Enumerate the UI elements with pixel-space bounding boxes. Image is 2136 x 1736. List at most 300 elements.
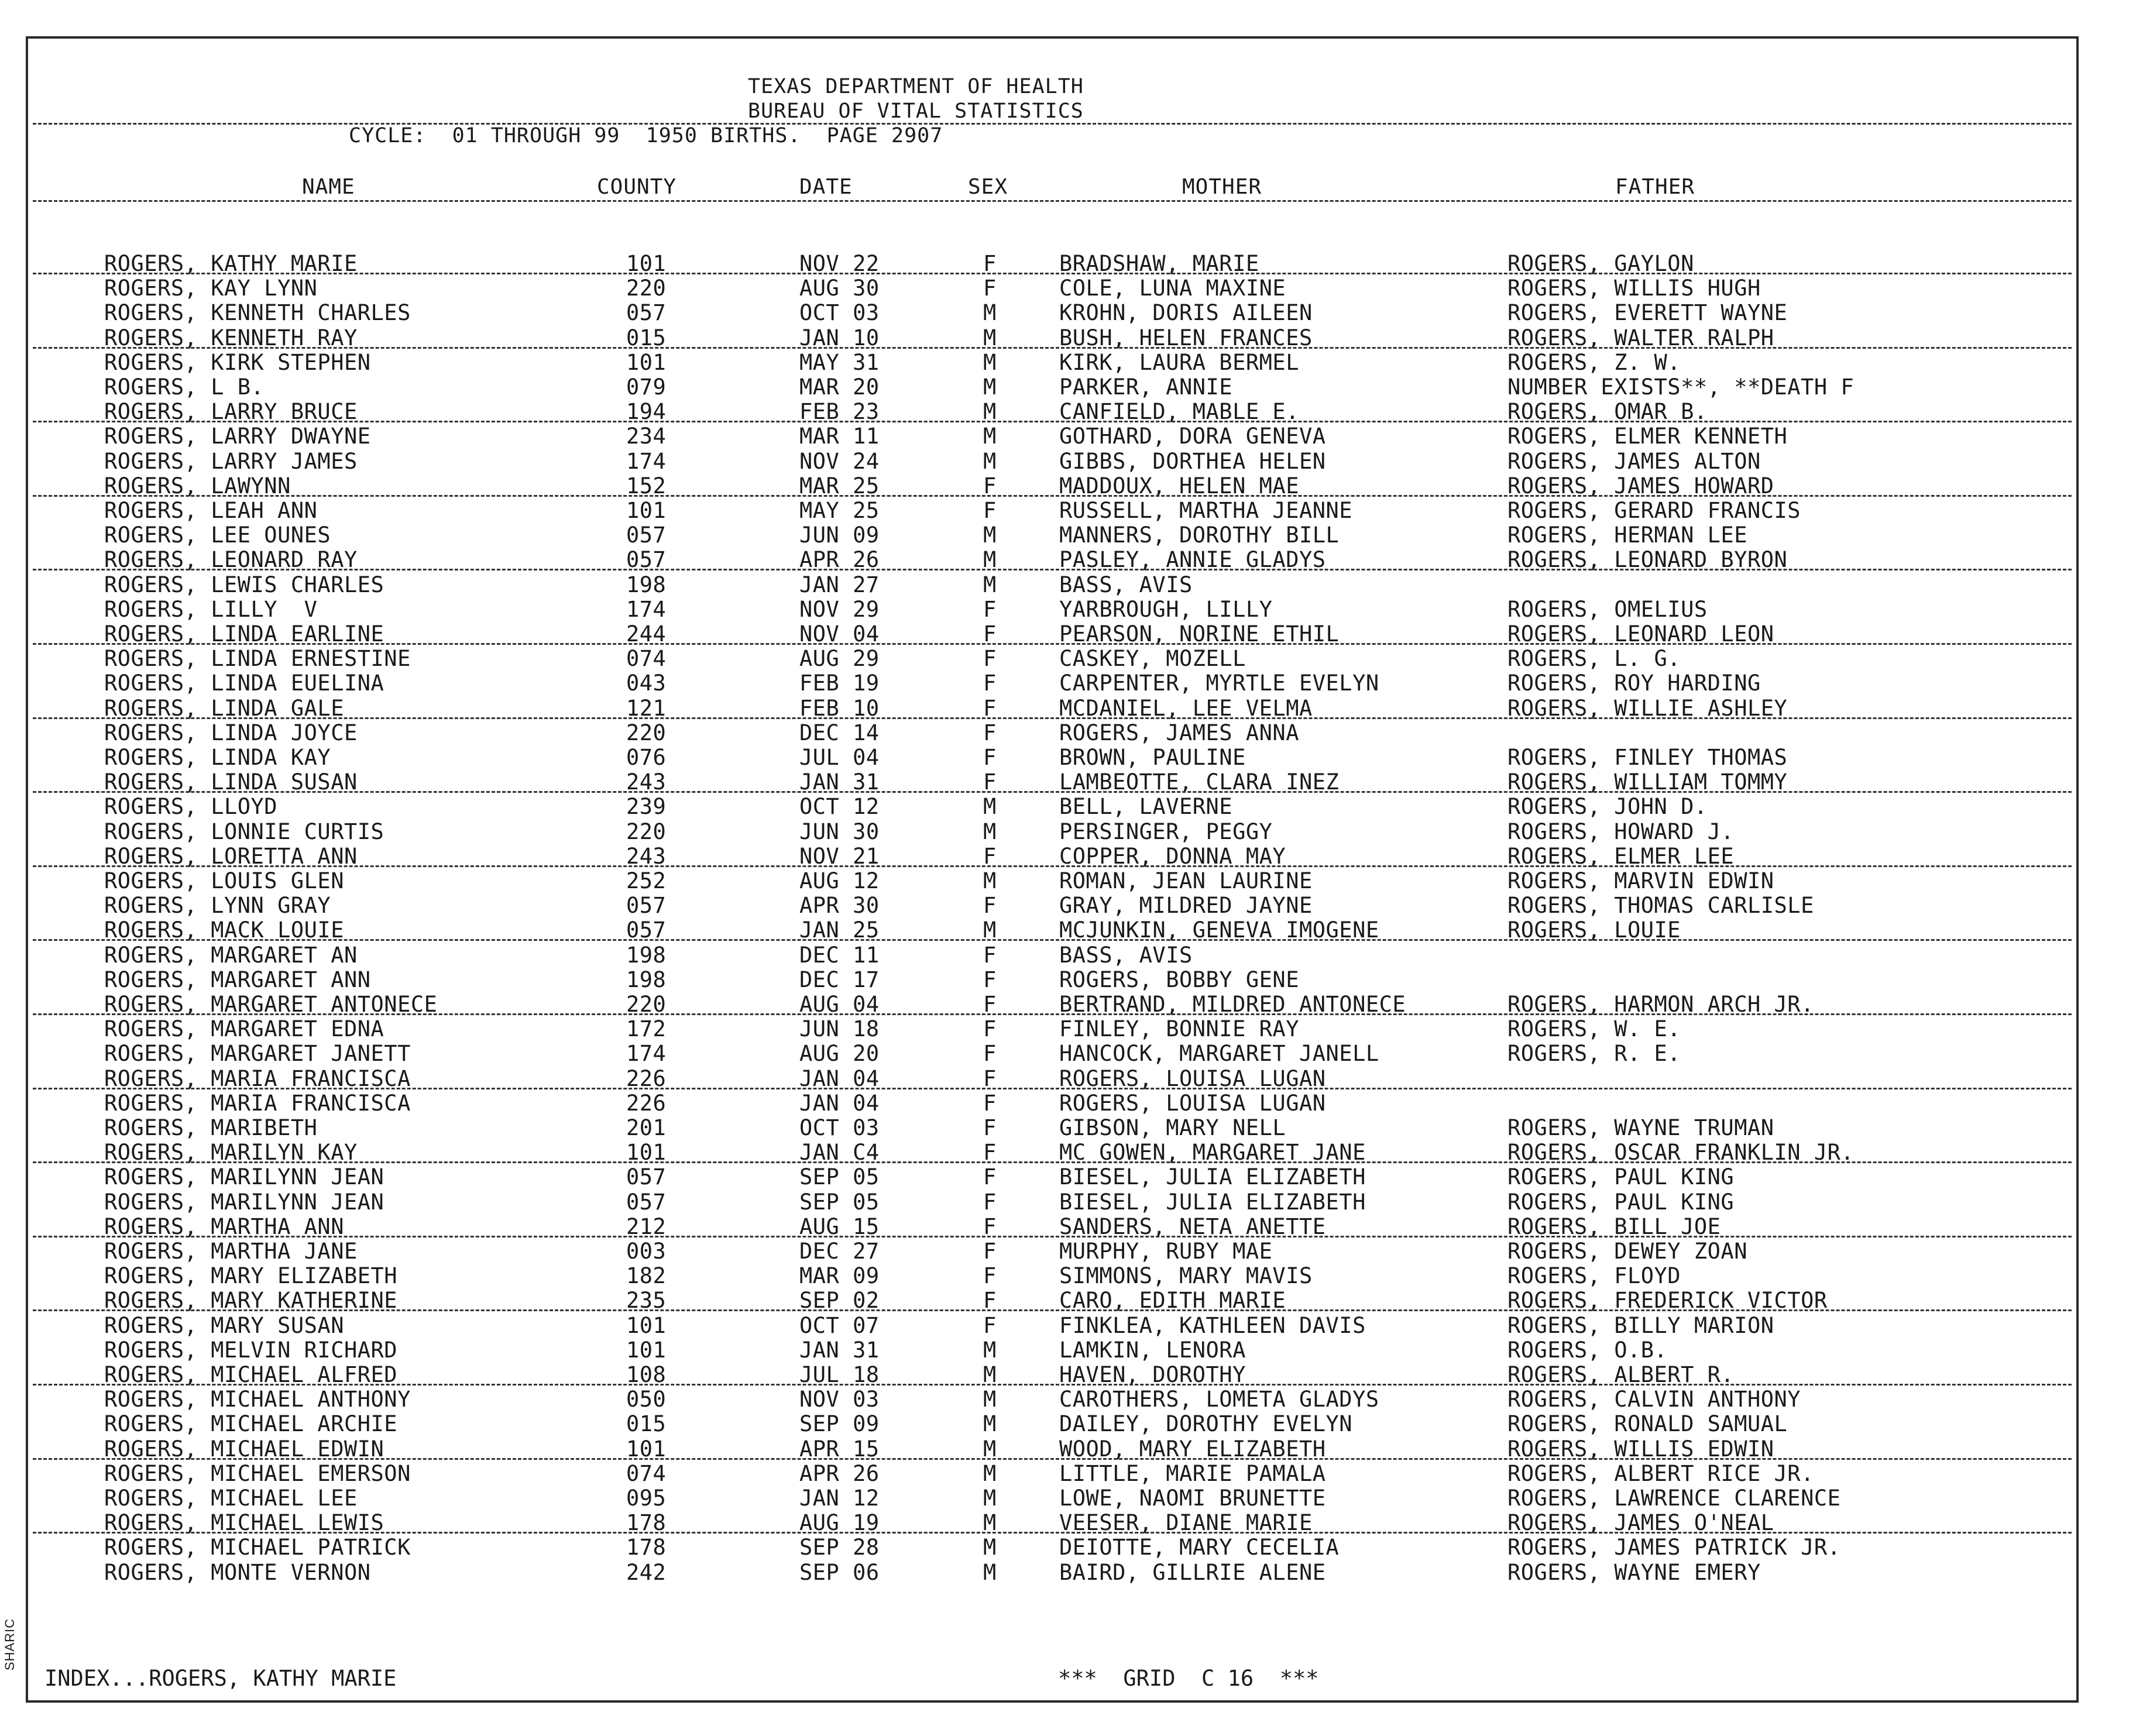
- cell-name: ROGERS, KENNETH CHARLES: [104, 300, 411, 326]
- record-sheet: [26, 36, 2079, 1703]
- cell-name: ROGERS, MICHAEL ANTHONY: [104, 1387, 411, 1412]
- index-label: INDEX...ROGERS, KATHY MARIE: [44, 1666, 397, 1691]
- cell-county: 235: [626, 1288, 667, 1314]
- cell-county: 057: [626, 1164, 667, 1190]
- cell-mother: PARKER, ANNIE: [1059, 374, 1233, 400]
- cell-sex: F: [983, 1263, 997, 1289]
- cell-date: SEP 06: [799, 1559, 880, 1585]
- cell-sex: M: [983, 572, 997, 597]
- cell-sex: F: [983, 992, 997, 1017]
- cell-mother: BELL, LAVERNE: [1059, 794, 1233, 820]
- cell-mother: PERSINGER, PEGGY: [1059, 819, 1273, 844]
- cell-name: ROGERS, MARILYN KAY: [104, 1140, 358, 1166]
- cell-mother: BIESEL, JULIA ELIZABETH: [1059, 1189, 1366, 1215]
- cell-date: MAY 31: [799, 349, 880, 375]
- cell-name: ROGERS, KAY LYNN: [104, 276, 318, 301]
- cell-name: ROGERS, MICHAEL LEWIS: [104, 1510, 384, 1536]
- cell-mother: BUSH, HELEN FRANCES: [1059, 325, 1313, 350]
- table-row: [28, 893, 2076, 918]
- cell-name: ROGERS, LEE OUNES: [104, 522, 331, 548]
- cell-mother: SANDERS, NETA ANETTE: [1059, 1214, 1326, 1239]
- cell-date: FEB 10: [799, 695, 880, 721]
- cell-father: ROGERS, MARVIN EDWIN: [1507, 868, 1774, 893]
- cell-mother: CASKEY, MOZELL: [1059, 646, 1246, 672]
- cell-county: 198: [626, 967, 667, 992]
- cell-father: ROGERS, ALBERT R.: [1507, 1362, 1735, 1387]
- cell-sex: F: [983, 621, 997, 647]
- cell-county: 057: [626, 893, 667, 919]
- cell-county: 174: [626, 448, 667, 474]
- table-row: [28, 647, 2076, 671]
- cell-sex: F: [983, 1065, 997, 1091]
- cell-father: ROGERS, Z. W.: [1507, 349, 1681, 375]
- cell-name: ROGERS, LINDA KAY: [104, 745, 331, 770]
- cell-father: ROGERS, LOUIE: [1507, 917, 1681, 943]
- cell-name: ROGERS, MARTHA ANN: [104, 1214, 344, 1239]
- cell-date: JAN 27: [799, 572, 880, 597]
- cell-mother: FINLEY, BONNIE RAY: [1059, 1016, 1299, 1042]
- cell-sex: F: [983, 1140, 997, 1166]
- cell-sex: F: [983, 1115, 997, 1140]
- cell-father: ROGERS, OMELIUS: [1507, 596, 1708, 622]
- cell-name: ROGERS, LORETTA ANN: [104, 843, 358, 869]
- cell-county: 220: [626, 992, 667, 1017]
- column-header-mother: MOTHER: [1182, 175, 1262, 199]
- cell-sex: M: [983, 300, 997, 326]
- cell-sex: M: [983, 325, 997, 350]
- cell-name: ROGERS, MARGARET AN: [104, 942, 358, 968]
- cell-mother: COLE, LUNA MAXINE: [1059, 276, 1286, 301]
- cell-father: ROGERS, O.B.: [1507, 1337, 1668, 1363]
- cell-name: ROGERS, LARRY JAMES: [104, 448, 358, 474]
- cell-name: ROGERS, LARRY BRUCE: [104, 399, 358, 425]
- cell-name: ROGERS, LEAH ANN: [104, 498, 318, 523]
- cell-father: ROGERS, ROY HARDING: [1507, 671, 1761, 696]
- cell-county: 194: [626, 399, 667, 425]
- cell-date: OCT 03: [799, 300, 880, 326]
- cell-father: ROGERS, JOHN D.: [1507, 794, 1708, 820]
- cell-county: 226: [626, 1090, 667, 1116]
- cell-name: ROGERS, MICHAEL PATRICK: [104, 1535, 411, 1560]
- cell-mother: LOWE, NAOMI BRUNETTE: [1059, 1486, 1326, 1511]
- cell-date: MAR 11: [799, 424, 880, 449]
- cell-father: ROGERS, WILLIS HUGH: [1507, 276, 1761, 301]
- cell-sex: M: [983, 1411, 997, 1437]
- cell-father: ROGERS, FINLEY THOMAS: [1507, 745, 1788, 770]
- report-title-line2: BUREAU OF VITAL STATISTICS: [748, 99, 1084, 123]
- table-row: [28, 795, 2076, 819]
- cell-father: ROGERS, EVERETT WAYNE: [1507, 300, 1788, 326]
- cell-county: 101: [626, 1312, 667, 1338]
- cell-county: 079: [626, 374, 667, 400]
- cell-county: 172: [626, 1016, 667, 1042]
- cell-mother: COPPER, DONNA MAY: [1059, 843, 1286, 869]
- cell-date: OCT 12: [799, 794, 880, 820]
- cell-name: ROGERS, KIRK STEPHEN: [104, 349, 371, 375]
- cell-date: AUG 12: [799, 868, 880, 893]
- table-row: [28, 350, 2076, 375]
- cell-mother: KROHN, DORIS AILEEN: [1059, 300, 1313, 326]
- cell-father: ROGERS, GERARD FRANCIS: [1507, 498, 1801, 523]
- cell-father: ROGERS, FREDERICK VICTOR: [1507, 1288, 1828, 1314]
- cell-name: ROGERS, LEWIS CHARLES: [104, 572, 384, 597]
- cell-date: JAN 04: [799, 1065, 880, 1091]
- cell-father: ROGERS, L. G.: [1507, 646, 1681, 672]
- cell-father: ROGERS, HOWARD J.: [1507, 819, 1735, 844]
- cell-sex: F: [983, 1016, 997, 1042]
- table-row: [28, 1314, 2076, 1338]
- table-row: [28, 1511, 2076, 1535]
- cell-mother: MANNERS, DOROTHY BILL: [1059, 522, 1340, 548]
- table-row: [28, 1017, 2076, 1041]
- cell-name: ROGERS, LONNIE CURTIS: [104, 819, 384, 844]
- cell-father: ROGERS, ELMER KENNETH: [1507, 424, 1788, 449]
- cell-father: ROGERS, HARMON ARCH JR.: [1507, 992, 1814, 1017]
- cell-mother: LAMKIN, LENORA: [1059, 1337, 1246, 1363]
- cell-name: ROGERS, MARILYNN JEAN: [104, 1164, 384, 1190]
- table-row: [28, 869, 2076, 893]
- cell-mother: GRAY, MILDRED JAYNE: [1059, 893, 1313, 919]
- cell-mother: PASLEY, ANNIE GLADYS: [1059, 547, 1326, 573]
- cell-sex: M: [983, 374, 997, 400]
- cell-date: JUL 18: [799, 1362, 880, 1387]
- cell-county: 243: [626, 769, 667, 795]
- table-row: [28, 1338, 2076, 1363]
- cell-name: ROGERS, KENNETH RAY: [104, 325, 358, 350]
- cell-mother: WOOD, MARY ELIZABETH: [1059, 1436, 1326, 1462]
- cell-date: OCT 03: [799, 1115, 880, 1140]
- cell-county: 057: [626, 917, 667, 943]
- cell-mother: CANFIELD, MABLE E.: [1059, 399, 1299, 425]
- cell-sex: F: [983, 1288, 997, 1314]
- cell-county: 057: [626, 300, 667, 326]
- table-row: [28, 968, 2076, 992]
- cell-father: ROGERS, WILLIAM TOMMY: [1507, 769, 1788, 795]
- cell-sex: F: [983, 1189, 997, 1215]
- cell-county: 043: [626, 671, 667, 696]
- cell-name: ROGERS, MACK LOUIE: [104, 917, 344, 943]
- table-row: [28, 844, 2076, 869]
- cell-sex: F: [983, 1164, 997, 1190]
- cell-county: 220: [626, 819, 667, 844]
- cell-sex: F: [983, 1090, 997, 1116]
- cell-father: ROGERS, ALBERT RICE JR.: [1507, 1460, 1814, 1486]
- cell-sex: M: [983, 448, 997, 474]
- cell-father: ROGERS, WAYNE EMERY: [1507, 1559, 1761, 1585]
- cell-name: ROGERS, LYNN GRAY: [104, 893, 331, 919]
- cell-sex: M: [983, 1486, 997, 1511]
- table-row: [28, 276, 2076, 301]
- cell-county: 198: [626, 572, 667, 597]
- cell-father: ROGERS, LEONARD BYRON: [1507, 547, 1788, 573]
- table-row: [28, 1116, 2076, 1140]
- cell-name: ROGERS, MARGARET EDNA: [104, 1016, 384, 1042]
- cell-date: DEC 27: [799, 1239, 880, 1264]
- table-row: [28, 449, 2076, 474]
- cell-county: 234: [626, 424, 667, 449]
- table-row: [28, 597, 2076, 622]
- cell-date: MAR 20: [799, 374, 880, 400]
- table-row: [28, 721, 2076, 745]
- cell-sex: F: [983, 646, 997, 672]
- cell-date: JAN 31: [799, 1337, 880, 1363]
- cell-county: 101: [626, 349, 667, 375]
- cell-county: 057: [626, 522, 667, 548]
- cell-father: ROGERS, JAMES HOWARD: [1507, 473, 1774, 499]
- cell-date: DEC 17: [799, 967, 880, 992]
- cell-sex: M: [983, 399, 997, 425]
- cell-name: ROGERS, LARRY DWAYNE: [104, 424, 371, 449]
- cell-date: AUG 15: [799, 1214, 880, 1239]
- cell-date: DEC 14: [799, 720, 880, 745]
- cell-county: 057: [626, 547, 667, 573]
- cell-mother: VEESER, DIANE MARIE: [1059, 1510, 1313, 1536]
- cell-sex: M: [983, 424, 997, 449]
- cell-name: ROGERS, LINDA EARLINE: [104, 621, 384, 647]
- table-row: [28, 1190, 2076, 1215]
- cell-mother: LITTLE, MARIE PAMALA: [1059, 1460, 1326, 1486]
- cell-name: ROGERS, MELVIN RICHARD: [104, 1337, 398, 1363]
- cell-date: SEP 09: [799, 1411, 880, 1437]
- cell-father: ROGERS, JAMES ALTON: [1507, 448, 1761, 474]
- cell-county: 252: [626, 868, 667, 893]
- cell-sex: F: [983, 1041, 997, 1067]
- cell-date: NOV 24: [799, 448, 880, 474]
- table-row: [28, 301, 2076, 325]
- cell-mother: DEIOTTE, MARY CECELIA: [1059, 1535, 1340, 1560]
- table-row: [28, 424, 2076, 449]
- table-row: [28, 1363, 2076, 1387]
- cell-date: JUN 30: [799, 819, 880, 844]
- cell-date: JAN 12: [799, 1486, 880, 1511]
- cell-sex: F: [983, 720, 997, 745]
- cell-father: ROGERS, THOMAS CARLISLE: [1507, 893, 1814, 919]
- cell-date: MAR 25: [799, 473, 880, 499]
- cell-date: SEP 28: [799, 1535, 880, 1560]
- table-row: [28, 745, 2076, 770]
- table-row: [28, 1288, 2076, 1313]
- cell-sex: F: [983, 769, 997, 795]
- cell-mother: CARPENTER, MYRTLE EVELYN: [1059, 671, 1379, 696]
- cell-name: ROGERS, MARGARET ANTONECE: [104, 992, 438, 1017]
- cell-sex: M: [983, 547, 997, 573]
- cell-mother: ROMAN, JEAN LAURINE: [1059, 868, 1313, 893]
- table-row: [28, 622, 2076, 647]
- table-row: [28, 992, 2076, 1017]
- cell-mother: BASS, AVIS: [1059, 942, 1193, 968]
- column-header-name: NAME: [302, 175, 355, 199]
- cell-county: 074: [626, 1460, 667, 1486]
- cell-date: APR 15: [799, 1436, 880, 1462]
- column-header-sex: SEX: [968, 175, 1008, 199]
- cell-county: 050: [626, 1387, 667, 1412]
- cell-county: 015: [626, 325, 667, 350]
- table-row: [28, 696, 2076, 721]
- cell-name: ROGERS, MICHAEL ARCHIE: [104, 1411, 398, 1437]
- cell-father: ROGERS, BILLY MARION: [1507, 1312, 1774, 1338]
- cell-mother: RUSSELL, MARTHA JEANNE: [1059, 498, 1353, 523]
- cell-sex: M: [983, 1559, 997, 1585]
- cell-father: NUMBER EXISTS**, **DEATH F: [1507, 374, 1855, 400]
- cell-sex: F: [983, 596, 997, 622]
- cell-date: MAR 09: [799, 1263, 880, 1289]
- cell-county: 220: [626, 720, 667, 745]
- grid-label: *** GRID C 16 ***: [1058, 1666, 1319, 1691]
- cell-mother: GIBBS, DORTHEA HELEN: [1059, 448, 1326, 474]
- table-row: [28, 499, 2076, 523]
- cell-mother: MCDANIEL, LEE VELMA: [1059, 695, 1313, 721]
- cell-date: SEP 05: [799, 1189, 880, 1215]
- cell-name: ROGERS, LEONARD RAY: [104, 547, 358, 573]
- cell-county: 074: [626, 646, 667, 672]
- cell-name: ROGERS, MARY KATHERINE: [104, 1288, 398, 1314]
- table-row: [28, 1462, 2076, 1486]
- cell-county: 101: [626, 251, 667, 276]
- table-row: [28, 1412, 2076, 1436]
- cell-sex: F: [983, 1214, 997, 1239]
- cell-mother: BERTRAND, MILDRED ANTONECE: [1059, 992, 1406, 1017]
- cell-mother: GIBSON, MARY NELL: [1059, 1115, 1286, 1140]
- cell-county: 057: [626, 1189, 667, 1215]
- cell-sex: F: [983, 1239, 997, 1264]
- cell-county: 220: [626, 276, 667, 301]
- table-row: [28, 1140, 2076, 1165]
- cell-date: AUG 19: [799, 1510, 880, 1536]
- cell-name: ROGERS, MICHAEL EMERSON: [104, 1460, 411, 1486]
- cell-county: 101: [626, 1436, 667, 1462]
- table-row: [28, 375, 2076, 400]
- cell-sex: M: [983, 1436, 997, 1462]
- cell-county: 239: [626, 794, 667, 820]
- cell-name: ROGERS, LLOYD: [104, 794, 278, 820]
- cell-sex: F: [983, 276, 997, 301]
- cell-sex: M: [983, 868, 997, 893]
- cell-date: OCT 07: [799, 1312, 880, 1338]
- cell-father: ROGERS, CALVIN ANTHONY: [1507, 1387, 1801, 1412]
- table-row: [28, 548, 2076, 572]
- cell-date: APR 26: [799, 1460, 880, 1486]
- cell-date: SEP 05: [799, 1164, 880, 1190]
- table-row: [28, 1387, 2076, 1412]
- column-header-date: DATE: [799, 175, 853, 199]
- table-row: [28, 1215, 2076, 1239]
- table-row: [28, 573, 2076, 597]
- cell-mother: HAVEN, DOROTHY: [1059, 1362, 1246, 1387]
- cell-name: ROGERS, MARIA FRANCISCA: [104, 1065, 411, 1091]
- cell-sex: M: [983, 1535, 997, 1560]
- cell-father: ROGERS, RONALD SAMUAL: [1507, 1411, 1788, 1437]
- table-row: [28, 820, 2076, 844]
- table-row: [28, 1437, 2076, 1462]
- cell-father: ROGERS, BILL JOE: [1507, 1214, 1721, 1239]
- cell-date: JAN C4: [799, 1140, 880, 1166]
- cell-county: 152: [626, 473, 667, 499]
- column-header-father: FATHER: [1615, 175, 1695, 199]
- cell-mother: ROGERS, LOUISA LUGAN: [1059, 1065, 1326, 1091]
- cell-mother: GOTHARD, DORA GENEVA: [1059, 424, 1326, 449]
- cell-name: ROGERS, LINDA JOYCE: [104, 720, 358, 745]
- cell-date: AUG 04: [799, 992, 880, 1017]
- cell-date: JUN 18: [799, 1016, 880, 1042]
- cell-county: 174: [626, 1041, 667, 1067]
- table-row: [28, 252, 2076, 276]
- cell-father: ROGERS, W. E.: [1507, 1016, 1681, 1042]
- report-title-line1: TEXAS DEPARTMENT OF HEALTH: [748, 75, 1084, 98]
- cell-sex: F: [983, 695, 997, 721]
- cell-mother: MADDOUX, HELEN MAE: [1059, 473, 1299, 499]
- cell-mother: PEARSON, NORINE ETHIL: [1059, 621, 1340, 647]
- cell-mother: BIESEL, JULIA ELIZABETH: [1059, 1164, 1366, 1190]
- cell-mother: CARO, EDITH MARIE: [1059, 1288, 1286, 1314]
- cell-date: APR 26: [799, 547, 880, 573]
- cell-mother: BASS, AVIS: [1059, 572, 1193, 597]
- cell-sex: M: [983, 917, 997, 943]
- cell-county: 243: [626, 843, 667, 869]
- cell-father: ROGERS, ELMER LEE: [1507, 843, 1735, 869]
- cell-mother: ROGERS, BOBBY GENE: [1059, 967, 1299, 992]
- cell-date: JAN 10: [799, 325, 880, 350]
- cell-county: 101: [626, 498, 667, 523]
- cell-mother: MCJUNKIN, GENEVA IMOGENE: [1059, 917, 1379, 943]
- cell-county: 178: [626, 1535, 667, 1560]
- cell-father: ROGERS, FLOYD: [1507, 1263, 1681, 1289]
- cell-sex: F: [983, 967, 997, 992]
- cell-county: 226: [626, 1065, 667, 1091]
- cell-sex: M: [983, 1337, 997, 1363]
- cell-date: JUN 09: [799, 522, 880, 548]
- cell-date: AUG 20: [799, 1041, 880, 1067]
- cell-father: ROGERS, JAMES O'NEAL: [1507, 1510, 1774, 1536]
- cell-sex: F: [983, 942, 997, 968]
- cell-county: 076: [626, 745, 667, 770]
- table-row: [28, 1560, 2076, 1585]
- table-row: [28, 671, 2076, 696]
- cell-name: ROGERS, LINDA ERNESTINE: [104, 646, 411, 672]
- cell-mother: ROGERS, LOUISA LUGAN: [1059, 1090, 1326, 1116]
- cell-mother: CAROTHERS, LOMETA GLADYS: [1059, 1387, 1379, 1412]
- cell-sex: M: [983, 1387, 997, 1412]
- cell-date: SEP 02: [799, 1288, 880, 1314]
- cell-county: 244: [626, 621, 667, 647]
- cell-date: APR 30: [799, 893, 880, 919]
- cell-sex: F: [983, 671, 997, 696]
- table-row: [28, 326, 2076, 350]
- cell-sex: F: [983, 473, 997, 499]
- cell-father: ROGERS, WALTER RALPH: [1507, 325, 1774, 350]
- table-row: [28, 1535, 2076, 1560]
- cell-name: ROGERS, LOUIS GLEN: [104, 868, 344, 893]
- cell-county: 003: [626, 1239, 667, 1264]
- cell-date: NOV 21: [799, 843, 880, 869]
- cell-name: ROGERS, L B.: [104, 374, 265, 400]
- cell-mother: LAMBEOTTE, CLARA INEZ: [1059, 769, 1340, 795]
- cell-mother: HANCOCK, MARGARET JANELL: [1059, 1041, 1379, 1067]
- column-header-divider: [33, 200, 2072, 202]
- cell-county: 101: [626, 1140, 667, 1166]
- cell-father: ROGERS, OSCAR FRANKLIN JR.: [1507, 1140, 1855, 1166]
- side-tag: SHARIC: [2, 1618, 17, 1670]
- cell-father: ROGERS, PAUL KING: [1507, 1189, 1735, 1215]
- table-row: [28, 770, 2076, 795]
- cell-name: ROGERS, MONTE VERNON: [104, 1559, 371, 1585]
- cell-sex: M: [983, 522, 997, 548]
- cell-county: 108: [626, 1362, 667, 1387]
- table-row: [28, 918, 2076, 943]
- cell-father: ROGERS, OMAR B.: [1507, 399, 1708, 425]
- cell-name: ROGERS, LILLY V: [104, 596, 318, 622]
- cell-county: 242: [626, 1559, 667, 1585]
- cell-name: ROGERS, MARY SUSAN: [104, 1312, 344, 1338]
